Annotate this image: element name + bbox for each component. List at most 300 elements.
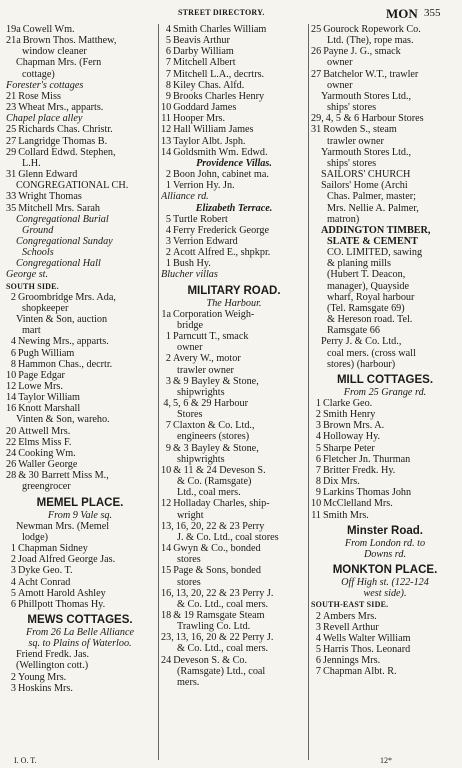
entry-line (311, 281, 459, 292)
house-number: 20 (6, 425, 17, 437)
entry-text: Boon John, cabinet ma. (173, 169, 269, 181)
entry-text: Perry J. & Co. Ltd., (321, 336, 402, 348)
directory-entry (6, 169, 154, 180)
entry-line (6, 638, 154, 649)
directory-entry (161, 309, 307, 320)
entry-line (6, 303, 154, 314)
directory-entry (161, 331, 307, 342)
directory-entry (311, 633, 459, 644)
entry-line (311, 303, 459, 314)
entry-text: stores (177, 554, 201, 566)
page-header (0, 6, 462, 22)
entry-text: Brown Mrs. A. (323, 420, 385, 432)
entry-text: Batchelor W.T., trawler (323, 68, 419, 80)
entry-line (161, 342, 307, 353)
entry-line (311, 292, 459, 303)
entry-line (6, 510, 154, 521)
entry-text: 5, 6 & 29 Harbour (173, 398, 248, 409)
entry-text: Phillpott Thomas Hy. (18, 598, 106, 610)
house-number: 21a (6, 35, 21, 47)
directory-entry (311, 510, 459, 521)
house-number: 2 (315, 610, 321, 622)
entry-text: Ground (22, 224, 54, 236)
directory-entry (311, 409, 459, 420)
directory-entry (6, 136, 154, 147)
entry-text: Vinten & Son, wareho. (16, 414, 110, 426)
house-number: 5 (165, 35, 171, 47)
entry-text: Rowden S., steam (323, 124, 397, 136)
entry-line (311, 269, 459, 280)
entry-text: Vinten & Son, auction (16, 314, 108, 326)
entry-line (161, 269, 307, 280)
entry-line (161, 677, 307, 688)
directory-entry (311, 622, 459, 633)
entry-text: Clarke Geo. (323, 398, 373, 409)
house-number: 31 (6, 169, 17, 181)
entry-text: Ambers Mrs. (323, 610, 377, 622)
entry-line (161, 387, 307, 398)
column-3 (308, 24, 459, 760)
directory-entry (6, 392, 154, 403)
entry-line (6, 532, 154, 543)
house-number: 18 (161, 609, 172, 621)
house-number: 12 (6, 381, 17, 392)
entry-text: Newing Mrs., apparts. (18, 336, 109, 348)
directory-entry (161, 655, 307, 666)
directory-entry (161, 565, 307, 576)
entry-text: Brown Thos. Matthew, (22, 35, 117, 47)
entry-text: & 9 Bayley & Stone, (173, 375, 259, 387)
house-number: 29 (6, 146, 17, 158)
directory-entry (6, 191, 154, 202)
entry-line (311, 549, 459, 560)
entry-line (311, 35, 459, 46)
house-number: 12 (161, 124, 172, 136)
directory-entry (161, 136, 307, 147)
house-number: 5 (315, 442, 321, 454)
entry-line (311, 91, 459, 102)
directory-entry (311, 644, 459, 655)
entry-text: Gwyn & Co., bonded (173, 543, 261, 555)
entry-text: mart (22, 325, 41, 337)
entry-text: sq. to Plains of Waterloo. (28, 638, 132, 650)
entry-text: Collard Edwd. Stephen, (18, 146, 116, 158)
entry-text: Young Mrs. (18, 671, 67, 683)
house-number: 29, (311, 113, 324, 125)
directory-entry (161, 24, 307, 35)
directory-entry (161, 443, 307, 454)
directory-entry (161, 247, 307, 258)
house-number: 16 (6, 403, 17, 415)
entry-text: Mitchell Albert (173, 57, 236, 69)
entry-text: Brooks Charles Henry (173, 90, 265, 102)
entry-text: CONGREGATIONAL CH. (16, 180, 129, 192)
directory-entry (161, 91, 307, 102)
directory-entry (161, 610, 307, 621)
entry-text: Downs rd. (363, 548, 407, 560)
entry-text: Hoskins Mrs. (18, 682, 73, 694)
entry-text: Dix Mrs. (323, 476, 360, 488)
directory-entry (311, 24, 459, 35)
directory-entry (161, 236, 307, 247)
house-number: 2 (10, 291, 16, 303)
entry-text: Gourock Ropework Co. (323, 24, 421, 35)
entry-line (311, 158, 459, 169)
house-number: 7 (315, 666, 321, 678)
directory-entry (6, 348, 154, 359)
directory-entry (161, 465, 307, 476)
house-number: 4, (163, 398, 171, 409)
directory-entry (6, 91, 154, 102)
entry-line (311, 57, 459, 68)
house-number: 24 (6, 447, 17, 459)
house-number: 5 (165, 213, 171, 225)
entry-text: Elms Miss F. (18, 436, 72, 448)
house-number: 11 (161, 113, 171, 125)
entry-text: SAILORS' CHURCH (321, 169, 411, 181)
entry-line (311, 214, 459, 225)
entry-text: trawler owner (177, 364, 234, 376)
entry-text: Claxton & Co. Ltd., (173, 420, 255, 432)
house-number: 14 (6, 392, 17, 404)
house-number: 10 (311, 498, 322, 510)
directory-entry (311, 443, 459, 454)
entry-text: Goddard James (173, 102, 237, 114)
entry-text: Hammon Chas., decrtr. (18, 358, 113, 370)
entry-text: Alliance rd. (161, 191, 209, 203)
entry-text: Ferry Frederick George (173, 224, 269, 236)
directory-entry (161, 353, 307, 364)
entry-text: McClelland Mrs. (323, 498, 393, 510)
entry-text: wharf, Royal harbour (327, 291, 415, 303)
directory-entry (161, 376, 307, 387)
entry-line (311, 80, 459, 91)
entry-line (6, 214, 154, 225)
house-number: 8 (10, 358, 16, 370)
page-number: 355 (424, 7, 441, 19)
entry-text: Stores (177, 409, 203, 421)
entry-text: Sharpe Peter (323, 442, 375, 454)
entry-text: (Hubert T. Deacon, (327, 269, 406, 281)
entry-text: mers. (177, 676, 200, 688)
entry-line (311, 258, 459, 269)
entry-line (311, 538, 459, 549)
entry-line (6, 225, 154, 236)
entry-line (311, 588, 459, 599)
entry-text: owner (327, 57, 353, 69)
entry-line (6, 236, 154, 247)
house-number: 14 (161, 146, 172, 158)
house-number: 2 (165, 247, 171, 259)
directory-entry (311, 431, 459, 442)
house-number: 10 (6, 369, 17, 381)
entry-text: Taylor Albt. Jsph. (173, 135, 246, 147)
entry-line (161, 643, 307, 654)
entry-text: Schools (22, 247, 54, 259)
entry-text: Hooper Mrs. (173, 113, 226, 125)
directory-entry (6, 543, 154, 554)
running-head: MON (386, 6, 418, 21)
entry-text: Revell Arthur (323, 621, 379, 633)
entry-text: Chapman Mrs. (Fern (16, 57, 102, 69)
directory-entry (161, 543, 307, 554)
entry-text: Parncutt T., smack (173, 331, 249, 343)
house-number: 8 (165, 79, 171, 91)
directory-entry (6, 102, 154, 113)
entry-line (161, 454, 307, 465)
entry-line (311, 236, 459, 247)
house-number: 23 (6, 102, 17, 114)
house-number: 1 (165, 258, 171, 270)
entry-text: Britter Fredk. Hy. (323, 464, 396, 476)
house-number: 5 (10, 587, 16, 599)
directory-entry (161, 225, 307, 236)
entry-text: Smith Mrs. (323, 509, 369, 521)
directory-entry (311, 398, 459, 409)
entry-text: J. & Co. Ltd., coal stores (177, 531, 279, 543)
entry-text: Smith Charles William (173, 24, 267, 35)
entry-text: lodge) (22, 531, 49, 543)
entry-text: coal mers. (cross wall (327, 347, 416, 359)
entry-line (161, 554, 307, 565)
entry-text: Goldsmith Wm. Edwd. (173, 146, 268, 158)
entry-text: owner (327, 79, 353, 91)
house-number: 2 (315, 409, 321, 421)
entry-text: Beavis Arthur (173, 35, 230, 47)
entry-text: Friend Fredk. Jas. (16, 649, 90, 661)
entry-text: & 3 Bayley & Stone, (173, 442, 259, 454)
house-number: 12 (161, 498, 172, 510)
entry-line (6, 521, 154, 532)
entry-text: & Co. Ltd., coal mers. (177, 598, 269, 610)
entry-text: From 25 Grange rd. (343, 386, 427, 398)
directory-entry (311, 655, 459, 666)
directory-entry (311, 465, 459, 476)
directory-entry (161, 258, 307, 269)
entry-line (311, 336, 459, 347)
entry-line (161, 532, 307, 543)
entry-text: stores (177, 576, 201, 588)
entry-text: Taylor William (18, 392, 80, 404)
directory-entry (6, 459, 154, 470)
entry-line (311, 203, 459, 214)
house-number: 27 (311, 68, 322, 80)
house-number: 4 (315, 431, 321, 443)
directory-entry (6, 588, 154, 599)
entry-text: SOUTH SIDE. (6, 281, 59, 291)
entry-text: Larkins Thomas John (323, 487, 412, 499)
directory-entry (6, 426, 154, 437)
directory-entry (311, 420, 459, 431)
directory-entry (6, 470, 154, 481)
entry-text: From 26 La Belle Alliance (25, 626, 135, 638)
entry-text: Holladay Charles, ship- (173, 498, 270, 510)
entry-text: Knott Marshall (18, 403, 81, 415)
entry-line (311, 387, 459, 398)
entry-text: Bush Hy. (173, 258, 211, 270)
entry-line (311, 102, 459, 113)
house-number: 35 (6, 202, 17, 214)
entry-text: Mitchell L.A., decrtrs. (173, 68, 265, 80)
entry-line (6, 281, 154, 292)
entry-line (311, 136, 459, 147)
directory-entry (6, 359, 154, 370)
entry-text: Blucher villas (161, 269, 218, 281)
section-heading: MILITARY ROAD. (187, 284, 281, 297)
entry-text: & 11 & 24 Deveson S. (173, 464, 266, 476)
column-2 (158, 24, 307, 760)
house-number: 28 (6, 470, 17, 482)
entry-line (311, 225, 459, 236)
entry-text: SOUTH-EAST SIDE. (311, 600, 389, 610)
entry-text: Verrion Edward (173, 235, 238, 247)
entry-text: Corporation Weigh- (173, 308, 255, 320)
entry-text: 4, 5 & 6 Harbour Stores (325, 113, 424, 125)
entry-line (161, 409, 307, 420)
entry-line (311, 348, 459, 359)
directory-entry (6, 554, 154, 565)
directory-entry (311, 69, 459, 80)
house-number: 3 (315, 621, 321, 633)
directory-entry (161, 398, 307, 409)
house-number: 7 (165, 68, 171, 80)
entry-line (161, 621, 307, 632)
entry-text: Deveson S. & Co. (173, 654, 248, 666)
entry-text: west side). (363, 588, 407, 600)
directory-entry (161, 35, 307, 46)
entry-text: Hall William James (173, 124, 254, 136)
entry-line (161, 298, 307, 309)
house-number: 9 (165, 90, 171, 102)
entry-text: Groombridge Mrs. Ada, (18, 291, 116, 303)
directory-entry (6, 292, 154, 303)
entry-text: Ltd. (The), rope mas. (327, 35, 414, 47)
entry-text: Off High st. (122-124 (341, 577, 429, 589)
directory-entry (161, 420, 307, 431)
entry-line (311, 577, 459, 588)
entry-line (311, 191, 459, 202)
house-number: 27 (6, 135, 17, 147)
house-number: 22 (6, 436, 17, 448)
section-heading: MEMEL PLACE. (36, 496, 124, 509)
entry-text: The Harbour. (206, 297, 262, 309)
directory-entry (6, 683, 154, 694)
entry-text: ships' stores (327, 102, 377, 114)
entry-line (6, 247, 154, 258)
entry-line (6, 180, 154, 191)
entry-text: Payne J. G., smack (323, 46, 401, 58)
house-number: 25 (6, 124, 17, 136)
entry-text: Yarmouth Stores Ltd., (321, 90, 412, 102)
entry-text: Pugh William (18, 347, 75, 359)
entry-text: 13, 16, 20 & 22 Perry J. (175, 632, 274, 644)
entry-text: (Wellington cott.) (16, 660, 89, 672)
entry-text: manager), Quayside (327, 280, 410, 292)
entry-text: Newman Mrs. (Memel (16, 520, 110, 532)
entry-line (6, 660, 154, 671)
entry-text: Jennings Mrs. (323, 655, 381, 667)
directory-entry (6, 370, 154, 381)
entry-text: (Ramsgate) Ltd., coal (177, 665, 266, 677)
entry-text: Chapman Albt. R. (323, 666, 397, 678)
entry-text: & Hereson road. Tel. (327, 314, 413, 326)
section-heading: Minster Road. (346, 524, 424, 537)
directory-entry (161, 147, 307, 158)
entry-text: Avery W., motor (173, 353, 241, 365)
house-number: 3 (10, 565, 16, 577)
entry-text: Richards Chas. Christr. (18, 124, 113, 136)
house-number: 13, (161, 520, 174, 532)
entry-text: Waller George (18, 459, 78, 471)
entry-text: 13, 20, 22 & 23 Perry J. (175, 587, 274, 599)
entry-text: Wheat Mrs., apparts. (18, 102, 104, 114)
house-number: 2 (165, 353, 171, 365)
entry-text: From London rd. to (344, 537, 426, 549)
footer-left: I. O. T. (14, 756, 37, 765)
directory-entry (311, 124, 459, 135)
entry-text: Glenn Edward (18, 169, 78, 181)
directory-entry (6, 599, 154, 610)
entry-text: From 9 Vale sq. (47, 509, 113, 521)
entry-line (311, 247, 459, 258)
house-number: 1 (165, 331, 171, 343)
directory-entry (6, 672, 154, 683)
entry-line (311, 180, 459, 191)
entry-text: Harris Thos. Leonard (323, 643, 411, 655)
house-number: 4 (10, 336, 16, 348)
entry-text: Mrs. Nellie A. Palmer, (327, 202, 419, 214)
entry-line (6, 80, 154, 91)
entry-text: Acht Conrad (18, 576, 71, 588)
entry-text: ADDINGTON TIMBER, (321, 224, 431, 236)
entry-text: engineers (stores) (177, 431, 250, 443)
section-heading: MEWS COTTAGES. (27, 613, 133, 626)
entry-text: greengrocer (22, 481, 71, 493)
entry-line (6, 57, 154, 68)
directory-entry (161, 588, 307, 599)
house-number: 4 (165, 224, 171, 236)
entry-text: Dyke Geo. T. (18, 565, 73, 577)
entry-text: Fletcher Jn. Thurman (323, 453, 411, 465)
entry-line (6, 113, 154, 124)
entry-text: shipwrights (177, 453, 225, 465)
directory-entry (6, 381, 154, 392)
house-number: 11 (311, 509, 321, 521)
directory-entry (161, 102, 307, 113)
house-number: 6 (315, 453, 321, 465)
house-number: 16, (161, 587, 174, 599)
directory-entry (311, 113, 459, 124)
entry-line (6, 158, 154, 169)
entry-text: Turtle Robert (173, 213, 228, 225)
directory-entry (161, 214, 307, 225)
house-number: 4 (165, 24, 171, 35)
entry-text: owner (177, 342, 203, 354)
house-number: 33 (6, 191, 17, 203)
house-number: 24 (161, 654, 172, 666)
entry-text: 16, 20, 22 & 23 Perry (175, 520, 265, 532)
entry-text: Holloway Hy. (323, 431, 381, 443)
house-number: 21 (6, 90, 17, 102)
entry-line (311, 169, 459, 180)
entry-text: Congregational Sunday (16, 235, 113, 247)
entry-text: & Co. Ltd., coal mers. (177, 643, 269, 655)
entry-text: window cleaner (22, 46, 87, 58)
entry-line (311, 359, 459, 370)
house-number: 8 (315, 476, 321, 488)
entry-line (161, 666, 307, 677)
house-number: 14 (161, 543, 172, 555)
